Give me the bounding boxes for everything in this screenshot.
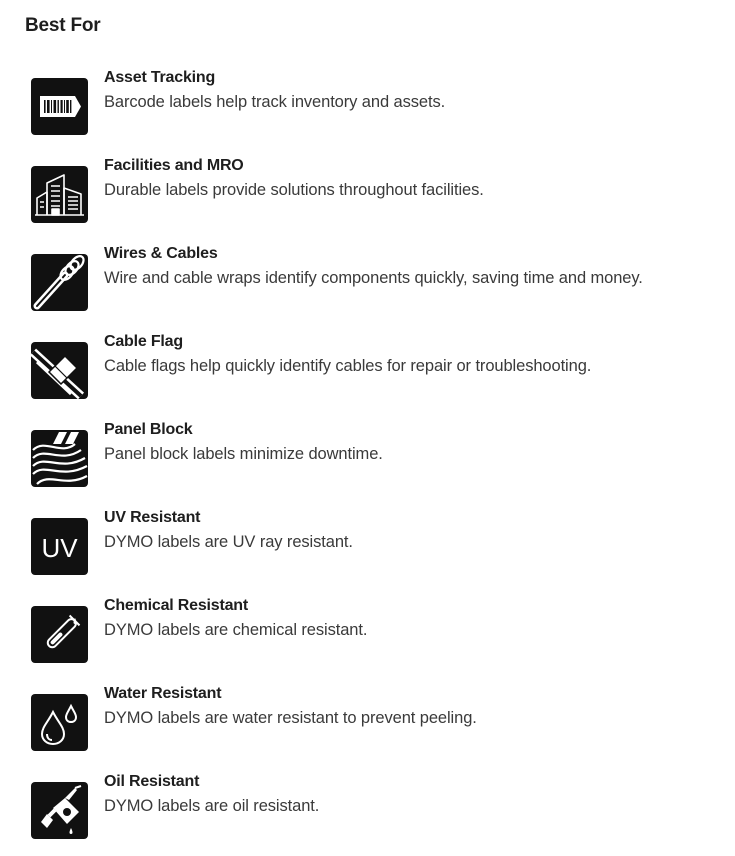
feature-title: UV Resistant <box>104 509 201 526</box>
feature-item-chemical-resistant <box>31 597 721 666</box>
feature-title: Panel Block <box>104 421 193 438</box>
feature-item-wires-cables <box>31 245 721 314</box>
uv-icon-text: UV <box>41 533 78 563</box>
feature-description: DYMO labels are oil resistant. <box>104 797 320 815</box>
section-title: Best For <box>25 15 101 36</box>
cable-flag-icon <box>31 342 88 399</box>
feature-item-oil-resistant <box>31 773 721 842</box>
feature-title: Water Resistant <box>104 685 222 702</box>
feature-title: Asset Tracking <box>104 69 216 86</box>
panel-block-icon <box>31 430 88 487</box>
uv-icon <box>31 518 88 575</box>
feature-title: Chemical Resistant <box>104 597 249 614</box>
feature-item-panel-block <box>31 421 721 490</box>
feature-description: Wire and cable wraps identify components quickly, saving time and money. <box>104 269 643 287</box>
feature-description: DYMO labels are water resistant to prevent peeling. <box>104 709 477 727</box>
water-drops-icon <box>31 694 88 751</box>
feature-title: Cable Flag <box>104 333 183 350</box>
building-icon <box>31 166 88 223</box>
feature-item-facilities-mro <box>31 157 721 226</box>
barcode-label-icon <box>31 78 88 135</box>
feature-description: Barcode labels help track inventory and assets. <box>104 93 446 111</box>
feature-description: Durable labels provide solutions throughout facilities. <box>104 181 484 199</box>
feature-item-asset-tracking <box>31 69 721 138</box>
feature-description: Panel block labels minimize downtime. <box>104 445 383 463</box>
wire-cable-icon <box>31 254 88 311</box>
feature-item-uv-resistant <box>31 509 721 578</box>
test-tube-icon <box>31 606 88 663</box>
oil-can-icon <box>31 782 88 839</box>
feature-description: DYMO labels are chemical resistant. <box>104 621 368 639</box>
feature-item-cable-flag <box>31 333 721 402</box>
feature-title: Oil Resistant <box>104 773 200 790</box>
feature-title: Wires & Cables <box>104 245 218 262</box>
feature-description: Cable flags help quickly identify cables for repair or troubleshooting. <box>104 357 592 375</box>
feature-item-water-resistant <box>31 685 721 754</box>
feature-description: DYMO labels are UV ray resistant. <box>104 533 353 551</box>
feature-title: Facilities and MRO <box>104 157 244 174</box>
